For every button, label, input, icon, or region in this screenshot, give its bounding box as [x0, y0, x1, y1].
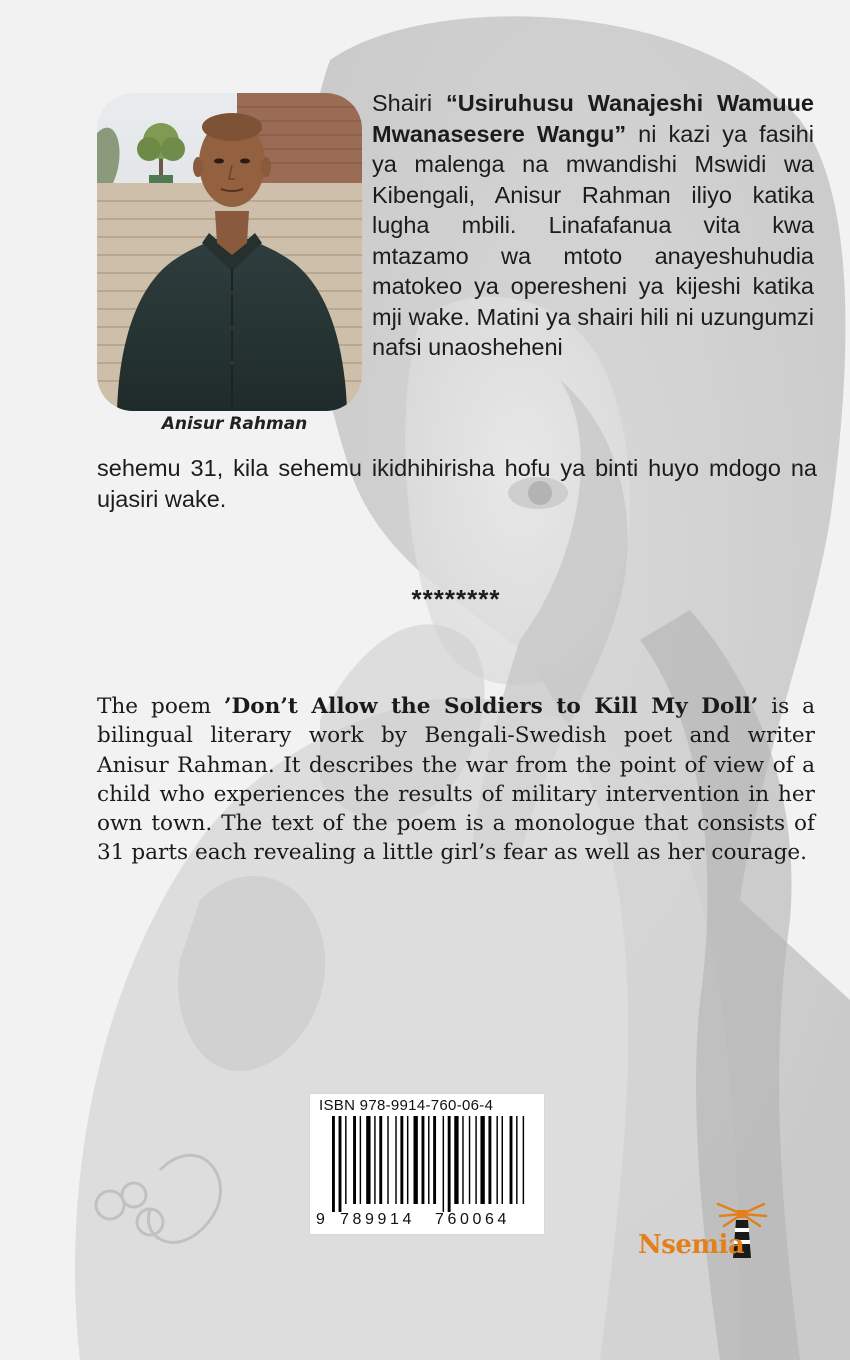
- ean-digits: [310, 1211, 544, 1231]
- barcode-bar: [400, 1116, 403, 1204]
- english-poem-title: ’Don’t Allow the Soldiers to Kill My Doll’: [223, 694, 759, 719]
- barcode-bar: [502, 1116, 503, 1204]
- swahili-poem-title: “Usiruhusu Wanajeshi Wamuue Mwanasesere Wangu”: [372, 90, 815, 147]
- author-photo-caption: Anisur Rahman: [161, 414, 308, 434]
- barcode-bar: [480, 1116, 484, 1204]
- barcode-bar: [510, 1116, 513, 1204]
- barcode-bar: [462, 1116, 463, 1204]
- ean-first-digit: 9: [316, 1211, 325, 1228]
- barcode-bar: [469, 1116, 470, 1204]
- barcode-bar: [516, 1116, 517, 1204]
- english-body: is a bilingual literary work by Bengali-Swedish poet and writer Anisur Rahman. It describes the war from the point of view of a child who experiences the results of military intervention in her own town. The text of the poem is a monologue that consists of 31 parts each revealing a little girl’s fear as well as her courage.: [97, 694, 815, 866]
- isbn-barcode: [309, 1093, 545, 1235]
- barcode-bar: [523, 1116, 524, 1204]
- ean-right-digits: 760064: [435, 1211, 510, 1228]
- swahili-description-continued: sehemu 31, kila sehemu ikidhihirisha hofu ya binti huyo mdogo na ujasiri wake.: [97, 455, 817, 512]
- barcode-bar: [387, 1116, 388, 1204]
- swahili-description: [372, 88, 814, 363]
- barcode-bar: [443, 1116, 444, 1212]
- english-intro: The poem: [97, 694, 212, 719]
- barcode-bar: [496, 1116, 497, 1204]
- barcode-bar: [422, 1116, 425, 1204]
- english-description: [97, 692, 815, 868]
- section-separator: ********: [411, 584, 501, 614]
- barcode-bar: [428, 1116, 429, 1204]
- swahili-intro: Shairi: [372, 90, 433, 116]
- author-photo: [97, 93, 362, 411]
- swahili-body: ni kazi ya fasihi ya malenga na mwandishi Mswidi wa Kibengali, Anisur Rahman iliyo katika lugha mbili. Linafafanua vita kwa mtazamo wa mtoto anayeshuhudia matokeo ya operesheni ya kijeshi katika mji wake. Matini ya shairi hili ni uzungumzi nafsi unaosheheni: [372, 120, 814, 360]
- barcode-bar: [339, 1116, 342, 1212]
- barcode-bar: [353, 1116, 356, 1204]
- barcode-bar: [448, 1116, 451, 1212]
- barcode-bar: [345, 1116, 346, 1204]
- publisher-logo: [638, 1200, 768, 1262]
- barcode-bar: [454, 1116, 458, 1204]
- barcode-bar: [475, 1116, 476, 1204]
- barcode-bar: [407, 1116, 408, 1204]
- isbn-label: ISBN 978-9914-760-06-4: [319, 1097, 494, 1114]
- barcode-bar: [395, 1116, 396, 1204]
- barcode-bar: [366, 1116, 370, 1204]
- barcode-bar: [374, 1116, 375, 1204]
- barcode-bar: [488, 1116, 491, 1204]
- barcode-bar: [379, 1116, 382, 1204]
- barcode-bar: [332, 1116, 335, 1212]
- barcode-bar: [433, 1116, 436, 1204]
- barcode-bars: [310, 1116, 544, 1216]
- publisher-name: Nsemia: [638, 1230, 745, 1260]
- barcode-bar: [360, 1116, 361, 1204]
- barcode-bar: [414, 1116, 418, 1204]
- ean-left-digits: 789914: [340, 1211, 415, 1228]
